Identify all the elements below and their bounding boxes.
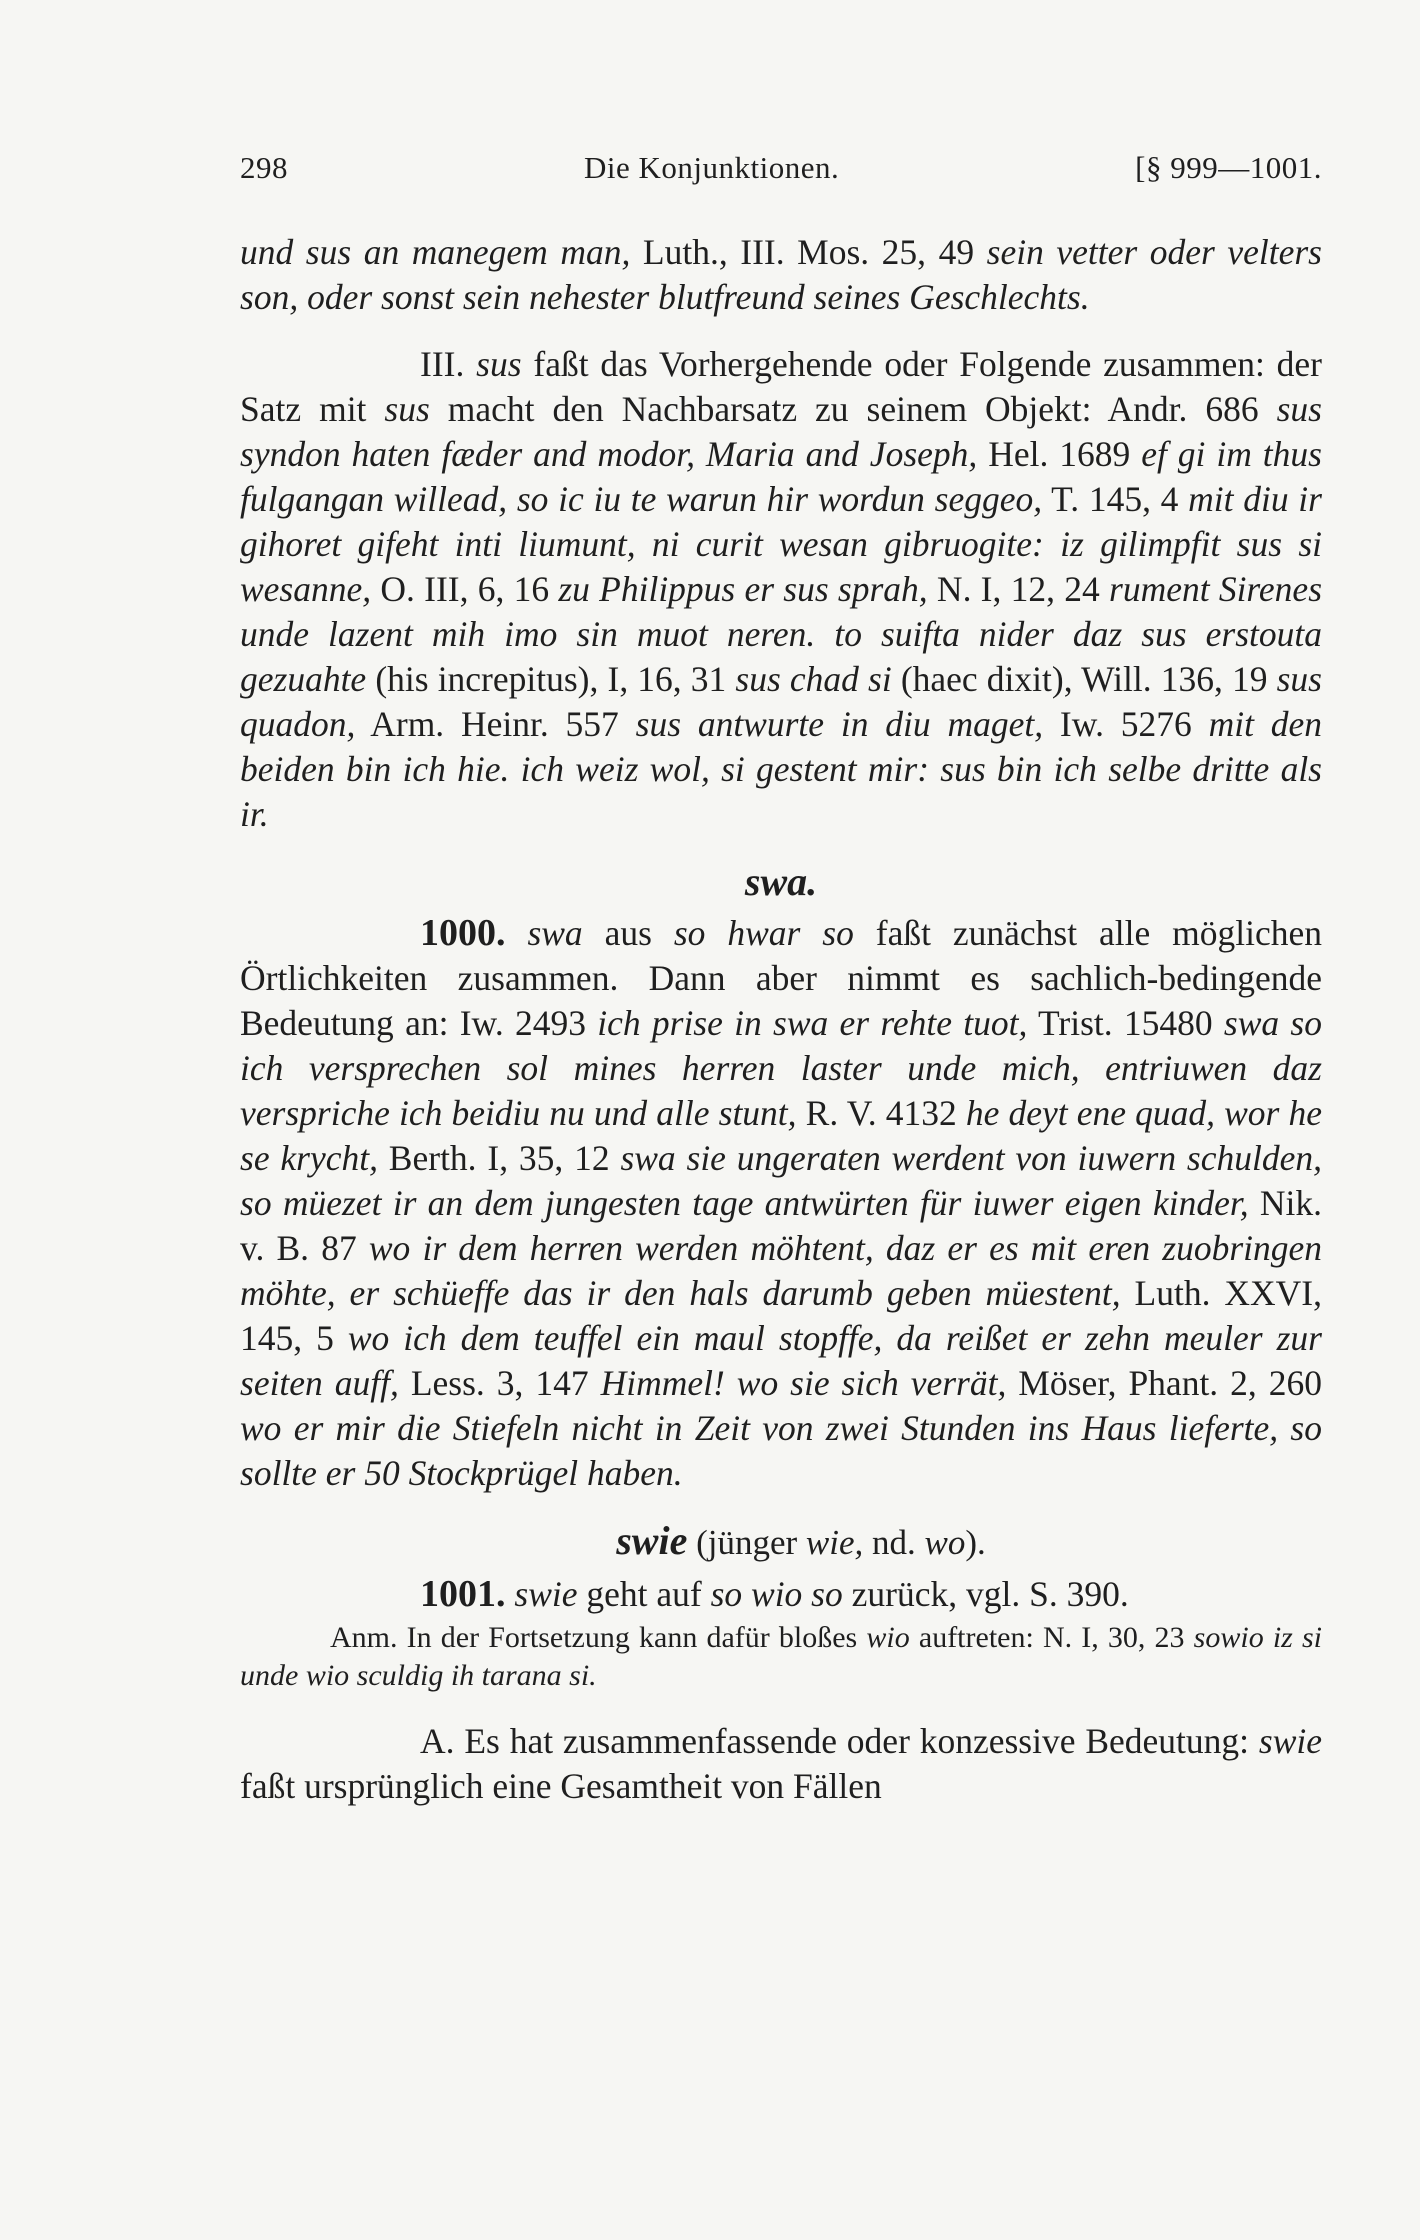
citation: T. 145, 4 — [1042, 479, 1189, 519]
example-text: sowio iz si unde wio sculdig ih tarana si. — [240, 1621, 1322, 1692]
example-text: sus syndon haten fæder and modor, Maria and Joseph, — [240, 389, 1322, 474]
citation: (haec dixit), Will. 136, 19 — [891, 659, 1277, 699]
section-number: 1001. — [420, 1573, 506, 1615]
citation: auftreten: N. I, 30, 23 — [909, 1621, 1194, 1654]
citation: Hel. 1689 — [977, 434, 1142, 474]
paragraph-sus-iii — [240, 342, 1322, 837]
example-text: sus quadon, — [240, 659, 1322, 744]
paragraph-1001 — [240, 1572, 1322, 1617]
body-text: faßt zunächst alle möglichen Örtlichkeiten zusammen. Dann aber nimmt es sachlich-bedingende Bedeutung an: Iw. 2493 — [240, 913, 1323, 1043]
page-number: 298 — [240, 150, 288, 185]
heading-swie — [280, 1518, 1322, 1566]
keyword: sus — [384, 389, 430, 429]
example-text: wo ir dem herren werden möhtent, daz er es mit eren zuobringen möhte, er schüeffe das ir den hals darumb geben müestent, — [240, 1228, 1323, 1313]
citation: Nik. v. B. 87 — [240, 1183, 1323, 1268]
paragraph-sus-continuation — [240, 230, 1322, 320]
example-text: und sus an manegem man, — [240, 232, 631, 272]
example-text: zu Philippus er sus sprah, — [558, 569, 928, 609]
citation: (his increpitus), I, 16, 31 — [366, 659, 736, 699]
citation: Berth. I, 35, 12 — [377, 1138, 621, 1178]
keyword: wio — [866, 1621, 910, 1654]
heading-swa — [240, 859, 1322, 905]
citation: Luth. XXVI, 145, 5 — [240, 1273, 1323, 1358]
body-text: A. Es hat zusammenfassende oder konzessive Bedeutung: — [420, 1721, 1259, 1761]
example-text: rument Sirenes unde lazent mih imo sin muot neren. to suifta nider daz sus erstouta gezuahte — [240, 569, 1323, 699]
citation: R. V. 4132 — [796, 1093, 966, 1133]
heading-word: swa. — [744, 859, 818, 904]
keyword: so hwar so — [673, 913, 854, 953]
example-text: sus chad si — [735, 659, 892, 699]
keyword: swie — [1258, 1721, 1322, 1761]
example-text: mit den beiden bin ich hie. ich weiz wol, si gestent mir: sus bin ich selbe dritte als ir. — [240, 704, 1323, 834]
heading-word: swie — [616, 1518, 688, 1563]
heading-note: (jünger — [687, 1523, 806, 1562]
citation: Iw. 5276 — [1043, 704, 1209, 744]
heading-note: wie, — [805, 1523, 864, 1562]
example-text: wo er mir die Stiefeln nicht in Zeit von zwei Stunden ins Haus lieferte, so sollte er 50 Stockprügel haben. — [240, 1408, 1322, 1493]
heading-note: wo — [924, 1523, 966, 1562]
example-text: sus antwurte in diu maget, — [635, 704, 1044, 744]
example-text: Himmel! wo sie sich verrät, — [600, 1363, 1007, 1403]
running-title: Die Konjunktionen. — [583, 150, 840, 185]
annotation-note — [240, 1619, 1322, 1695]
body-text: geht auf — [577, 1574, 711, 1614]
section-range: [§ 999—1001. — [1135, 150, 1322, 185]
note-text: Anm. In der Fortsetzung kann dafür bloßes — [330, 1621, 867, 1654]
example-text: swa sie ungeraten werdent von iuwern schulden, so müezet ir an dem jungesten tage antwürten für iuwer eigen kinder, — [240, 1138, 1322, 1223]
page-header — [240, 150, 1322, 186]
example-text: ich prise in swa er rehte tuot, — [597, 1003, 1028, 1043]
body-text: zurück, vgl. S. 390. — [842, 1574, 1129, 1614]
body-text: faßt ursprünglich eine Gesamtheit von Fällen — [240, 1766, 882, 1806]
citation: Arm. Heinr. 557 — [355, 704, 636, 744]
example-text: wo ich dem teuffel ein maul stopffe, da reißet er zehn meuler zur seiten auff, — [240, 1318, 1322, 1403]
heading-note: nd. — [863, 1523, 925, 1562]
section-number: 1000. — [420, 912, 506, 954]
keyword: swa — [527, 913, 583, 953]
body-text: macht den Nachbarsatz zu seinem Objekt: Andr. 686 — [429, 389, 1277, 429]
heading-note: ). — [965, 1523, 986, 1562]
keyword: sus — [476, 344, 522, 384]
book-page — [240, 150, 1322, 1809]
citation: Less. 3, 147 — [398, 1363, 601, 1403]
citation: O. III, 6, 16 — [371, 569, 559, 609]
paragraph-1000 — [240, 911, 1322, 1496]
example-text: mit diu ir gihoret gifeht inti liumunt, ni curit wesan gibruogite: iz gilimpfit sus si wesanne, — [240, 479, 1322, 609]
keyword: so wio so — [710, 1574, 843, 1614]
example-text: swa so ich versprechen sol mines herren laster unde mich, entriuwen daz verspriche ich beidiu nu und alle stunt, — [240, 1003, 1322, 1133]
citation: Möser, Phant. 2, 260 — [1006, 1363, 1322, 1403]
paragraph-1001-a — [240, 1719, 1322, 1809]
example-text: ef gi im thus fulgangan willead, so ic iu te warun hir wordun seggeo, — [240, 434, 1322, 519]
citation: Luth., III. Mos. 25, 49 — [630, 232, 987, 272]
section-marker: III. — [420, 344, 477, 384]
example-text: he deyt ene quad, wor he se krycht, — [240, 1093, 1322, 1178]
body-text: faßt das Vorhergehende oder Folgende zusammen: der Satz mit — [240, 344, 1322, 429]
citation: Trist. 15480 — [1027, 1003, 1224, 1043]
example-text: sein vetter oder velters son, oder sonst sein nehester blutfreund seines Geschlechts. — [240, 232, 1322, 317]
body-text: aus — [582, 913, 674, 953]
citation: N. I, 12, 24 — [927, 569, 1109, 609]
keyword: swie — [514, 1574, 578, 1614]
